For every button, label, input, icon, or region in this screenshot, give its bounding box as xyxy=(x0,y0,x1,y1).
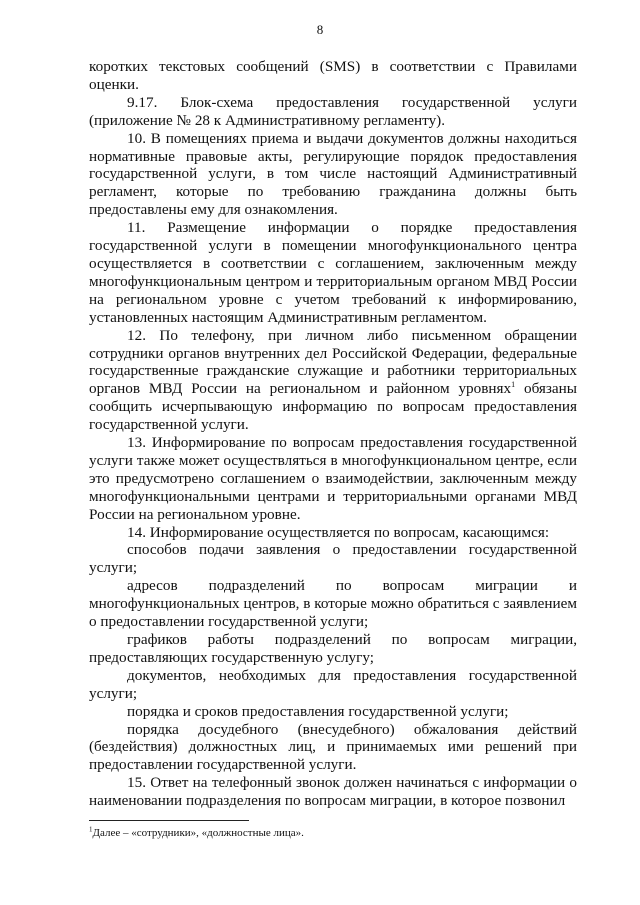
page-number: 8 xyxy=(316,22,324,37)
footnote-ref: 1 xyxy=(511,380,516,390)
footnote xyxy=(89,826,577,840)
list-item-schedules: графиков работы подразделений по вопросам миграции, предоставляющих государственную услугу; xyxy=(89,631,577,666)
list-item-documents: документов, необходимых для предоставления государственной услуги; xyxy=(89,666,577,702)
paragraph-12: 12. По телефону, при личном либо письменном обращении сотрудники органов внутренних дел Российской Федерации, федеральные государственные гражданские служащие и работники территориальных органов МВД России на региональном и районном уровнях$^1$ обязаны сообщить исчерпывающую информацию по вопросам предоставления государственной услуги. xyxy=(89,326,577,434)
paragraph-15: 15. Ответ на телефонный звонок должен начинаться с информации о наименовании подразделения по вопросам миграции, в которое позвонил xyxy=(89,774,577,810)
paragraph-9-17: 9.17. Блок-схема предоставления государственной услуги (приложение № 28 к Административному регламенту). xyxy=(89,93,577,129)
list-item-appeal: порядка досудебного (внесудебного) обжалования действий (бездействия) должностных лиц, и принимаемых ими решений при предоставлении государственной услуги. xyxy=(89,720,577,774)
body-text xyxy=(89,58,577,810)
list-item-addresses: адресов подразделений по вопросам миграции и многофункциональных центров, в которые можно обратиться с заявлением о предоставлении государственной услуги; xyxy=(89,577,577,631)
paragraph-13: 13. Информирование по вопросам предоставления государственной услуги также может осуществляться в многофункциональном центре, если это предусмотрено соглашением о взаимодействии, заключенным между многофункциональными центрами и территориальными органами МВД России на региональном уровне. xyxy=(89,434,577,523)
footnote-marker: 1 xyxy=(89,825,93,834)
paragraph-10: 10. В помещениях приема и выдачи документов должны находиться нормативные правовые акты, регулирующие порядок предоставления государственной услуги, в том числе настоящий Административный регламент, которые по требованию гражданина должны быть предоставлены ему для ознакомления. xyxy=(89,129,577,219)
list-item-methods: способов подачи заявления о предоставлении государственной услуги; xyxy=(89,541,577,577)
footnote-divider xyxy=(89,820,249,821)
paragraph-11: 11. Размещение информации о порядке предоставления государственной услуги в помещении многофункционального центра осуществляется в соответствии с соглашением, заключенным между многофункциональным центром и территориальным органом МВД России на региональном уровне с учетом требований к информированию, установленных настоящим Административным регламентом. xyxy=(89,219,577,326)
list-item-terms: порядка и сроков предоставления государственной услуги; xyxy=(127,702,509,720)
paragraph-14: 14. Информирование осуществляется по вопросам, касающимся: xyxy=(127,523,550,541)
footnote-text: Далее – «сотрудники», «должностные лица». xyxy=(92,827,304,839)
paragraph-1: коротких текстовых сообщений (SMS) в соответствии с Правилами оценки. xyxy=(89,58,577,93)
